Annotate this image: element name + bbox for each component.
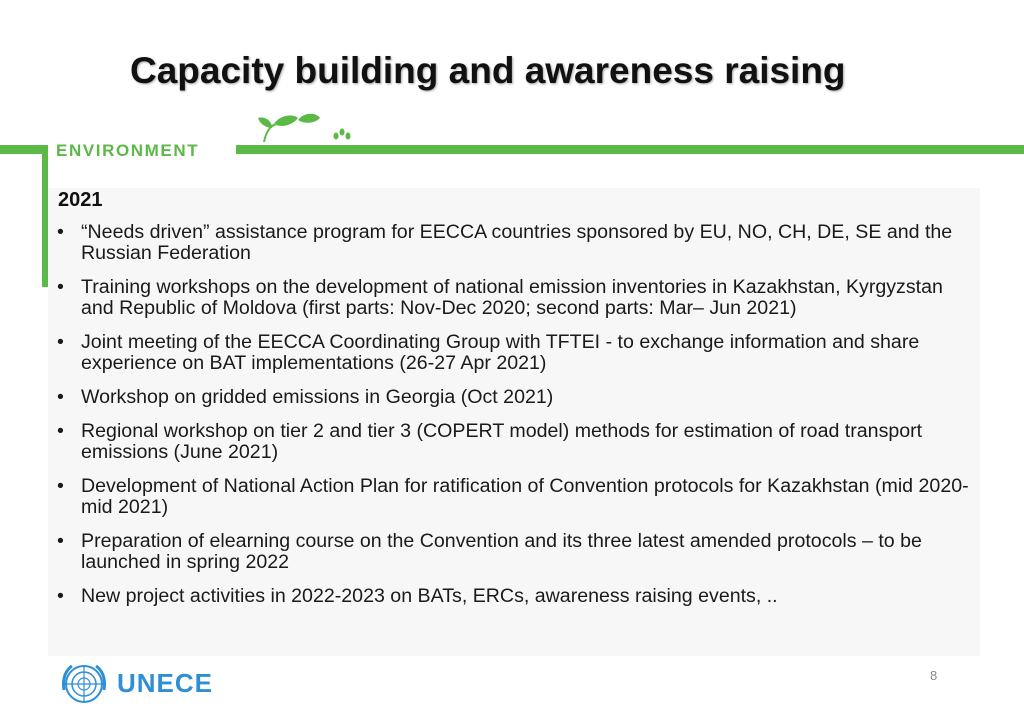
list-item: • Joint meeting of the EECCA Coordinating Group with TFTEI - to exchange information and share experience on BAT implementations (26-27 Apr 2021) [52,332,972,374]
un-emblem-icon [63,666,104,702]
logo-text: UNECE [117,668,214,698]
header-divider-left [0,145,48,154]
bullet-list [52,222,972,620]
slide-title: Capacity building and awareness raising [130,50,846,91]
list-item: • Preparation of elearning course on the Convention and its three latest amended protocols – to be launched in spring 2022 [52,531,972,573]
list-item: • Training workshops on the development of national emission inventories in Kazakhstan, Kyrgyzstan and Republic of Moldova (first parts: Nov-Dec 2020; second parts: Mar– Jun 2021) [52,277,972,319]
plant-leaves-icon [254,110,354,146]
list-item: • “Needs driven” assistance program for EECCA countries sponsored by EU, NO, CH, DE, SE and the Russian Federation [52,222,972,264]
list-item: • Development of National Action Plan for ratification of Convention protocols for Kazakhstan (mid 2020- mid 2021) [52,476,972,518]
page-number: 8 [930,668,938,683]
section-label: ENVIRONMENT [56,141,200,160]
list-item: • New project activities in 2022-2023 on BATs, ERCs, awareness raising events, .. [52,586,972,607]
list-item: • Regional workshop on tier 2 and tier 3 (COPERT model) methods for estimation of road transport emissions (June 2021) [52,421,972,463]
year-heading: 2021 [58,189,103,211]
list-item: • Workshop on gridded emissions in Georgia (Oct 2021) [52,387,972,408]
header-divider-right [236,145,1024,154]
